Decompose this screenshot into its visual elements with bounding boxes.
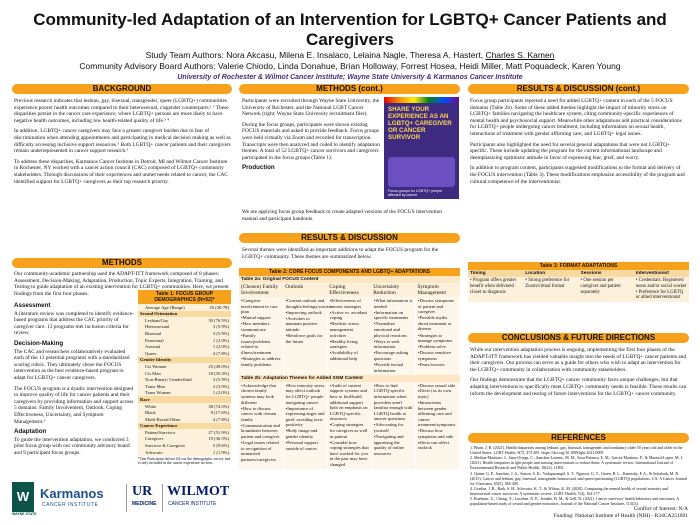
footer (470, 506, 688, 519)
table2a-grid (239, 283, 460, 375)
table2-bullet-text: Realistic stress management activities (329, 321, 359, 338)
table2-cell (415, 297, 459, 375)
table2-bullet-text: Importance of expressing anger and grief, avoiding toxic positivity (285, 405, 325, 428)
table2-header-cell: Uncertainty Reduction (371, 283, 415, 297)
table2-bullet: •Effectiveness of current strategies (329, 298, 362, 309)
table1-label: Cis Woman (138, 363, 202, 370)
table2 (239, 268, 460, 469)
table2-bullet: •Discuss symptoms of patient and caregiver (417, 298, 454, 315)
table3-credentials-text: Credentials: Registered nurse and/or social worker (635, 278, 687, 289)
table2-bullet-text: Information on specific treatments (373, 309, 409, 321)
table1-label: Queer (138, 350, 202, 357)
table2-bullet: •Communication and boundaries between patient and caregiver (241, 422, 280, 440)
table2-bullet-text: Caregiver involvement in care plan (241, 298, 278, 315)
table2-cell (283, 382, 327, 469)
table2-bullet-text: Problem solve (419, 344, 446, 350)
table2-bullet-text: How to discuss cancer with chosen family (241, 405, 277, 422)
reference-item: 4. Gordon, J. R., Baik, S. H., Schwartz, K. T., & Wilson, K. M. (2020). Comparing the mental health of sexual minority and heterosexual cancer survivors: A systematic review. LGBT Health, 7(4), 164-177. (470, 486, 669, 496)
flier-small-text: Focus groups for LGBTQ+ people affected by cancer (388, 189, 443, 198)
wilmot-logo: WILMOT (167, 484, 230, 499)
reference-item: 3. Quinn, G. P., Sanchez, J. A., Sutton, S. K., Vadaparampil, S. T., Nguyen, G. T., Green, B. L., Kanetsky, P. A., & Schabath, M. B. (2015). Cancer and lesbian, gay, bisexual, transgender/transsexual, and queer/questioning (LGBTQ) populations. CA: A Cancer Journal for Clinicians, 65(5), 384-400. (470, 470, 688, 486)
table2-bullet: •Possible myths about treatment or disease (417, 315, 452, 332)
table1-caption: Table 1: FOCUS GROUP DEMOGRAPHICS (N=52)* (138, 290, 231, 304)
table2-bullet-text: Healthy living strategies (329, 338, 358, 350)
table2-bullet: •How to find LGBTQ-specific information when providers aren't familiar enough with LGBTQ health to answer questions (373, 382, 413, 422)
table1-label: Cancer Experience (138, 423, 202, 430)
ur-sub: MEDICINE (132, 501, 157, 507)
table2-cell (239, 297, 283, 375)
table2-cell (327, 382, 371, 469)
table1-row (138, 377, 231, 384)
table1-label: Black (138, 410, 202, 417)
assessment-heading: Assessment (14, 302, 51, 309)
table2-cell (327, 297, 371, 375)
table1-label: Gender Identity (138, 357, 202, 364)
table2-bullet-text: Effectiveness of current strategies (329, 298, 362, 309)
table1-label: Trans Man (138, 383, 202, 390)
table3-cell-sessions: • One session per caregiver and patient separately (579, 277, 634, 302)
table1-label: Survivor & Caregiver (138, 442, 202, 449)
table1-label: Advocate (138, 449, 202, 456)
reference-item: 5. Boehmer, U., Cheng, X., Luschen, N. E., Jesdale, B. M., & Gell, D. (2021). Cancer survivors' health behaviors and outcomes: A population-based study of sexual and gender minorities. Journal of the National Cancer Institute, 113(11). (470, 496, 679, 507)
table2-bullet: •Advocating for yourself (373, 422, 404, 433)
methods-cont-p2: During the focus groups, participants were shown existing FOCUS materials and asked to provide feedback. Focus groups were held virtually via Zoom and recorded for transcription. Transcripts were then analyzed and coded to identify adaptation themes. A total of 52 LGBTQ+ cancer survivors and caregivers participated in the focus groups (Table 1). (242, 121, 380, 161)
table1-value: 38 (74.5%) (202, 403, 231, 410)
conclusions-header: CONCLUSIONS & FUTURE DIRECTIONS (468, 333, 689, 343)
table2-bullet-text: Coping strategies for caregiver as well as patient (329, 422, 368, 439)
wilmot-sub: CANCER INSTITUTE (168, 501, 217, 507)
table1-row (138, 442, 231, 449)
background-p2: In addition, LGBTQ+ cancer caregivers may face a greater caregiver burden due to fear of discrimination when attending appointments and participating in medical decision making as well as difficulty accessing inclusive support resources.⁵ Both LGBTQ+ cancer patients and their caregivers remain underrepresented in cancer support research.⁵ (14, 128, 231, 155)
table1-value: 19 (36.5%) (202, 436, 231, 443)
table1-row (138, 429, 231, 436)
table1-value (202, 423, 231, 430)
table2-bullet: •Caregiver involvement in care plan (241, 298, 278, 315)
table2-bullet-text: How minority stress may affect outlook for LGBTQ+ people navigating cancer (285, 382, 325, 405)
board-authors: Community Advisory Board Authors: Valerie Chiodo, Linda Donahue, Brian Holloway, Forrest Hosea, Heidi Miller, Matt Poquadeck, Karen Young (79, 61, 621, 71)
results-cont-header: RESULTS & DISCUSSION (cont.) (468, 84, 689, 94)
table1-label: Trans Woman (138, 390, 202, 397)
table2-bullet-text: Active vs. avoidant coping (329, 309, 367, 321)
table2-bullet: •Information on specific treatments (373, 309, 409, 321)
methods-header: METHODS (12, 258, 232, 268)
table2-bullet-text: Acknowledge that chosen family systems may look different (241, 382, 277, 405)
table2-bullet-text: Personal support outside of cancer (285, 440, 318, 451)
background-p1: Previous research indicates that lesbian, gay, bisexual, transgender, queer (LGBTQ+) communities experience poorer health outcomes compared to their heterosexual, cisgender counterparts.¹ ² These disparities persist in the cancer care experience, where LGBTQ+ persons are more likely to have negative health outcomes, including low health-related quality of life.³ ⁴ (14, 98, 229, 124)
references-list (470, 446, 688, 508)
table2-bullet: •Body image and gender identity (285, 428, 318, 440)
table2-caption: Table 2: CORE FOCUS COMPONENTS AND LGBTQ+ ADAPTATIONS (239, 268, 460, 276)
table1-value: 25 (49.0%) (202, 363, 231, 370)
table2-bullet-text: Discuss sexual side effects (as its own topic) (417, 382, 456, 399)
table2-bullet: •How members communicate (241, 321, 270, 332)
table2-cell (283, 297, 333, 375)
table1-value: 4 (7.8%) (202, 416, 231, 423)
table1-row (138, 436, 231, 443)
table3-grid (468, 270, 689, 302)
methods-cont-p1: Participants were recruited through Wayne State University, the University of Rochester, and the National LGBT Cancer Network (right: Wayne State University recruitment flier). (242, 98, 380, 118)
table1-label: Caregiver (138, 436, 202, 443)
background-header: BACKGROUND (12, 84, 232, 94)
table1-category-row (138, 396, 231, 403)
flier-rainbow (384, 97, 459, 103)
production-text: We are applying focus group feedback to create adapted versions of the FOCUS intervention manual and participant handouts. (242, 209, 443, 222)
table2-bullet: •Strategies to address family problems (241, 355, 281, 367)
table1-value (202, 396, 231, 403)
logo-divider-2 (162, 484, 163, 512)
table2-bullet: •How minority stress may affect outlook for LGBTQ+ people navigating cancer (285, 382, 325, 405)
table3-timing-text: Program offers greater benefit when delivered closer to diagnosis (470, 278, 517, 295)
conclusions-section (470, 347, 688, 401)
table1-row (138, 317, 231, 324)
table2-bullet-text: Improving outlook (287, 309, 322, 315)
table1-label: Lesbian/Gay (138, 317, 202, 324)
table1-value: 1 (2.0%) (202, 390, 231, 397)
table2-bullet: •Navigating and appraising the quality of online resources (373, 434, 405, 456)
table1-row (138, 403, 231, 410)
table2-bullet-text: Legal issues related to recognition of unmarried partners/caregivers (241, 440, 279, 462)
table1-grid (138, 304, 231, 456)
table1-value: 4 (7.8%) (202, 350, 231, 357)
table2-bullet-text: Current outlook and thoughts/feelings/worries (285, 298, 333, 309)
conclusions-p2: Our findings demonstrate that the LGBTQ+ cancer community faces unique challenges, but that adapting interventions to specifically meet LGBTQ+ community needs is feasible. These results can inform the development and testing of future interventions for the LGBTQ+ cancer community. (470, 377, 687, 397)
table3-location-text: Strong preference for Zoom/virtual format (525, 278, 570, 289)
poster-title: Community-led Adaptation of an Intervention for LGBTQ+ Cancer Patients and Caregivers (33, 10, 667, 49)
results-cont-section (470, 98, 688, 189)
results-cont-p1: Focus group participants reported a need for added LGBTQ+ content in each of the 5 FOCUS domains (Table 2b). Some of these added themes highlight the impact of minority stress on LGBTQ+ families navigating the healthcare system, citing community-specific experiences of mental health and psychosocial support. Meanwhile other adaptations add practical considerations for LGBTQ+ people undergoing cancer treatment, including information on sexual health, interactions of treatment with gender affirming care, and LGBTQ+ legal issues. (470, 98, 682, 137)
table2-bullet: •Interactions between gender affirming care and cancer treatment/symptoms (417, 400, 456, 428)
table2-bullet: •Discuss sensitive symptoms (417, 350, 452, 361)
table2-bullet: •Fears/worries (417, 362, 445, 368)
table1-note: *One Participant did not fill out the demographic survey and is only included in the cancer experience section. (138, 456, 231, 466)
table1-label: Asexual (138, 344, 202, 351)
table2-bullet-text: Possible myths about treatment or disease (417, 315, 452, 332)
table2-bullet: •Ways to seek information (373, 338, 400, 350)
table2-bullet: •Realistic stress management activities (329, 321, 359, 338)
table2-bullet-text: Encourage asking questions (373, 350, 409, 361)
table2-content-row (239, 382, 460, 469)
affiliations: University of Rochester & Wilmot Cancer Institute; Wayne State University & Karmanos Cancer Institute (177, 74, 523, 81)
table3-preference-text: Preference for LGBTQ or allied interventionist (635, 289, 684, 301)
recruitment-flier (384, 97, 459, 199)
reference-item: 1. Pham, J. R. (2021). Health disparities among lesbian, gay, bisexual, transgender, and nonbinary older 50 years old and older in the United States. LGBT Health, 8(7), 473-481. https://doi.org/10.1089/lgbt.2021.0009 (470, 446, 683, 455)
flier-headline: SHARE YOUR EXPERIENCE AS AN LGBTQ+ CAREGIVER OR CANCER SURVIVOR (388, 106, 452, 141)
background-p3: To address these disparities, Karmanos Cancer Institute in Detroit, MI and Wilmot Cancer Institute in Rochester, NY worked with a cancer action council (CAC) composed of LGBTQ+ community stakeholders. Through discussions of their experiences and unmet needs related to cancer, the CAC identified support for LGBTQ+ caregivers as their top research priority. (14, 158, 228, 185)
table1-label: White (138, 403, 202, 410)
table2-bullet-text: Interactions between gender affirming care and cancer treatment/symptoms (417, 400, 456, 428)
table1-label: Cis Man (138, 370, 202, 377)
presenting-author: Charles S. Kamen (485, 50, 555, 60)
table2-bullet-text: Communication and boundaries between patient and caregiver (241, 422, 280, 440)
table1-row (138, 416, 231, 423)
table3-cell-interventionist: • Credentials: Registered nurse and/or social worker • Preference for LGBTQ or allied interventionist (634, 277, 689, 302)
table1-row (138, 390, 231, 397)
table2-bullet-text: Discuss symptoms of patient and caregiver (417, 298, 454, 315)
table2-bullet: •Problem solve (417, 344, 446, 350)
focus-description: The FOCUS program is a dyadic intervention designed to improve quality of life for cancer patients and their caregivers by providing information and support across 5 domains: Family Involvement, Outlook, Coping Effectiveness, Uncertainty, and Symptom Management.⁶ (14, 385, 134, 425)
table2-bullet: •Encourage asking questions (373, 350, 409, 361)
table2-bullet-text: Navigating and appraising the quality of online resources (373, 434, 405, 456)
table1-row (138, 304, 231, 311)
flier-photo (388, 157, 455, 187)
results-cont-p2: Participants also highlighted the need for several general adaptations that were not LGBTQ+ specific. These include updating the program for the current informational landscape and deemphasizing optimistic attitude in favor of expressing fear, grief, and worry. (470, 141, 671, 161)
table1-label: Bisexual (138, 330, 202, 337)
methods-intro: Our community-academic partnership used the ADAPT-ITT framework composed of 8 phases: Assessment, Decision-Making, Adaptation, Production, Topic Experts, Integration, Training, and Testing to guide adaptation of an existing intervention for LGBTQ+ communities. Here, we present findings from the first four phases. (14, 271, 229, 297)
table2-bullet-text: Strategies to address family problems (241, 355, 281, 367)
table1-row (138, 370, 231, 377)
table1-category-row (138, 311, 231, 318)
table1-category-row (138, 357, 231, 364)
table1-row (138, 449, 231, 456)
table2-bullet: •Legal issues related to recognition of unmarried partners/caregivers (241, 440, 279, 462)
table1-value: 1 (2.0%) (202, 337, 231, 344)
table1-value: 3 (5.9%) (202, 324, 231, 331)
table2-content-row (239, 297, 460, 375)
table2-header-cell: Coping Effectiveness (327, 283, 371, 297)
table2-bullet-text: Reinforce goals for the future (285, 333, 323, 344)
table2-bullet-text: Body image and gender identity (285, 428, 318, 440)
results-intro: Several themes were identified as important additions to adapt the FOCUS program for the LGBTQ+ community. These themes are summarized below. (242, 247, 439, 260)
results-header: RESULTS & DISCUSSION (239, 233, 460, 243)
table1-label: Pansexual (138, 337, 202, 344)
table1-value: 18 (35.3%) (202, 370, 231, 377)
table1-label: Non-Binary/ Genderfluid (138, 377, 202, 384)
table2-bullet-text: Advocating for yourself (373, 422, 404, 433)
table2-bullet: •Discuss how symptoms and side effects can affect outlook (417, 428, 454, 451)
table2-bullet: •Current outlook and thoughts/feelings/worries (285, 298, 333, 309)
study-team-text: Study Team Authors: Nora Akcasu, Milena E. Insalaco, Lelaina Nagle, Theresa A. Hastert, (145, 50, 486, 60)
table2-bullet: •Coping strategies for caregiver as well as patient (329, 422, 368, 439)
table2-bullet-text: Ways to seek information (373, 338, 400, 350)
conclusions-p1: While our intervention adaptation process is ongoing, implementing the first four phases of the ADAPT-ITT framework has yielded valuable insight into the needs of LGBTQ+ cancer patients and their caregivers. Our process can serve as a guide for others who wish to adapt an intervention for the LGBTQ+ community in collaboration with community stakeholders. (470, 347, 687, 373)
table1-row (138, 410, 231, 417)
table3-cell-location: • Strong preference for Zoom/virtual format (523, 277, 578, 302)
table2-bullet: •Acknowledge that chosen family systems may look different (241, 382, 277, 405)
adaptation-heading: Adaptation (14, 428, 47, 436)
table3-cell-timing: • Program offers greater benefit when delivered closer to diagnosis (468, 277, 523, 302)
table2-header-cell: Symptom Management (415, 283, 459, 297)
table1-value: 39 (76.5%) (202, 317, 231, 324)
karmanos-sub: CANCER INSTITUTE (42, 502, 99, 508)
table2-bullet: •Reinforce goals for the future (285, 333, 323, 344)
table1-row (138, 344, 231, 351)
wayne-state-logo: W (12, 482, 34, 512)
table1-label: Heterosexual (138, 324, 202, 331)
table2-bullet: •Family issues/problems related to illness/treatment (241, 333, 272, 355)
table2-bullet: •Active vs. avoidant coping (329, 309, 367, 321)
table2-bullet-text: Fears/worries (419, 362, 445, 368)
table2-bullet-text: Consider how coping strategies that have worked for you in the past may have changed (329, 439, 369, 468)
table1-row (138, 350, 231, 357)
table1-row (138, 324, 231, 331)
table2-cell (239, 382, 283, 469)
references-header: REFERENCES (468, 433, 689, 443)
production-heading: Production (242, 164, 275, 172)
table3-caption: Table 3: FORMAT ADAPTATIONS (468, 262, 689, 270)
methods-cont-section (242, 98, 380, 173)
table2-bullet: •Healthy living strategies (329, 338, 358, 350)
adaptation-text: To guide the intervention adaptation, we conducted 3 pilot focus group with our community advisory board and 9 participant focus groups. (14, 436, 130, 456)
table2-bullet: •Mutual support (241, 315, 271, 321)
table1-value (202, 357, 231, 364)
table2-bullet: •Improving outlook (285, 309, 322, 315)
table2-bullet-text: Discuss sensitive symptoms (417, 350, 452, 361)
table1-label: Multi-Racial/Other (138, 416, 202, 423)
table2-cell (415, 382, 459, 469)
table2-bullet-text: Mutual support (242, 315, 271, 321)
table2-bullet: •Personal support outside of cancer (285, 440, 318, 451)
table2a-caption: Table 2a: Original FOCUS Content (239, 276, 460, 283)
table2-bullet-text: Activities to maintain positive attitude (285, 315, 318, 332)
table1-label: Average Age (Range) (138, 304, 202, 311)
table1-row (138, 383, 231, 390)
table1-label: Sexual Orientation (138, 311, 202, 318)
table2b-caption: Table 2b: Adaptation Themes for Added SGM Content (239, 375, 460, 382)
table3 (468, 262, 689, 302)
poster-header (0, 0, 700, 81)
table2-bullet: •Consider how coping strategies that have worked for you in the past may have changed (329, 439, 369, 468)
table2-bullet-text: Normalize emotional and physical reactions (373, 321, 407, 338)
ur-logo: UR (132, 484, 153, 499)
assessment-text: A literature review was completed to identify evidence-based programs that address the CAC priority of caregiver care. 13 programs met inclusion criteria for review. (14, 310, 134, 337)
table3-header-interventionist: Interventionist (634, 270, 689, 277)
reference-item: 2. Medina-Martinez, J., Saus-Ortega, C., Sanchez-Lorente, M. M., Sosa-Palanca, E. M., Garcia-Martinez, P., & Marmol-Lopez, M. I. (2021). Health inequities in lgbt people and nursing interventions to reduce them: A systematic review. International Journal of Environmental Research and Public Health, 18(22), 11801. (470, 455, 683, 471)
table3-header-sessions: Sessions (579, 270, 634, 277)
table2-cell (371, 297, 415, 375)
table2-bullet: •Importance of expressing anger and grief, avoiding toxic positivity (285, 405, 325, 428)
table2-header-cell: Outlook (283, 283, 327, 297)
table1-value: 3 (5.9%) (202, 330, 231, 337)
table2-header-cell: (Chosen) Family Involvement (239, 283, 283, 297)
table1-row (138, 337, 231, 344)
table1-row (138, 330, 231, 337)
table2-bullet-text: Audit of current support systems and how to find/build additional support both on emphasis on LGBTQ-specific resources (329, 382, 368, 422)
logo-divider (126, 484, 127, 512)
table2-bullet: •Discuss sexual side effects (as its own topic) (417, 382, 456, 399)
table3-header-location: Location (523, 270, 578, 277)
table1-label: Patient/Survivor (138, 429, 202, 436)
table2-bullet-text: Provide factual information (373, 362, 404, 373)
table1-value: 5 (9.6%) (202, 442, 231, 449)
table2-bullet-text: How members communicate (241, 321, 270, 332)
conflict-of-interest: Conflict of Interest: N/A (633, 506, 688, 512)
table1-label: Race (138, 396, 202, 403)
table1-row (138, 363, 231, 370)
table2-bullet-text: Strategies to manage symptoms (417, 332, 453, 344)
table2b-grid (239, 382, 460, 469)
table1-value: 3 (5.9%) (202, 377, 231, 384)
table1-value: 2 (3.9%) (202, 383, 231, 390)
table3-header-timing: Timing (468, 270, 523, 277)
table1-value: 1 (2.0%) (202, 344, 231, 351)
methods-phases (14, 300, 134, 460)
table2-bullet: •Provide factual information (373, 362, 404, 373)
study-team-authors (0, 50, 700, 61)
results-cont-p3: In addition to program content, participants suggested modifications to the format and delivery of the FOCUS intervention (Table 3). These modifications emphasize accessibility of the program and cultural competence of the interventionist. (470, 165, 685, 185)
table2-bullet: •Normalize emotional and physical reactions (373, 321, 407, 338)
table1-value (202, 311, 231, 318)
table2-bullet: •Availability of additional help (329, 350, 358, 361)
table2-bullet: •Activities to maintain positive attitude (285, 315, 318, 332)
table1-value: 9 (17.6%) (202, 410, 231, 417)
background-section (14, 98, 231, 189)
table2-bullet-text: Availability of additional help (329, 350, 358, 361)
table2-cell (371, 382, 415, 469)
table2-bullet: •What information is needed (373, 298, 413, 309)
table2-bullet-text: How to find LGBTQ-specific information when providers aren't familiar enough with LGBTQ health to answer questions (373, 382, 413, 422)
table2-bullet-text: What information is needed (373, 298, 413, 309)
table1-category-row (138, 423, 231, 430)
logo-strip (12, 480, 232, 518)
table2-bullet: •Audit of current support systems and how to find/build additional support both on emphasis on LGBTQ-specific resources (329, 382, 368, 422)
decision-text: The CAC and researchers collaboratively evaluated each of the 13 potential programs with a standardized scoring rubric. They ultimately chose the FOCUS intervention as the best evidence-based program to adapt for LGBTQ+ cancer caregivers. (14, 348, 130, 381)
table1-value: 27 (51.9%) (202, 429, 231, 436)
table2-header-row (239, 283, 460, 297)
decision-heading: Decision-Making (14, 339, 64, 347)
table2-bullet: •How to discuss cancer with chosen family (241, 405, 277, 422)
karmanos-logo: Karmanos (40, 486, 104, 501)
funding: Funding: National Institute of Health (NIH) - R34CA251691 (553, 512, 688, 519)
table1 (138, 290, 231, 466)
table2-bullet-text: Discuss how symptoms and side effects can affect outlook (417, 428, 454, 451)
table1-value: 1 (1.9%) (202, 449, 231, 456)
table2-bullet-text: Family issues/problems related to illness/treatment (241, 333, 272, 355)
methods-cont-header: METHODS (cont.) (239, 84, 460, 94)
table1-value: 55 (20-78) (202, 304, 231, 311)
table2-bullet: •Strategies to manage symptoms (417, 332, 453, 344)
table3-sessions-text: One session per caregiver and patient separately (580, 278, 621, 295)
wayne-state-label: WAYNE STATE (12, 512, 37, 516)
